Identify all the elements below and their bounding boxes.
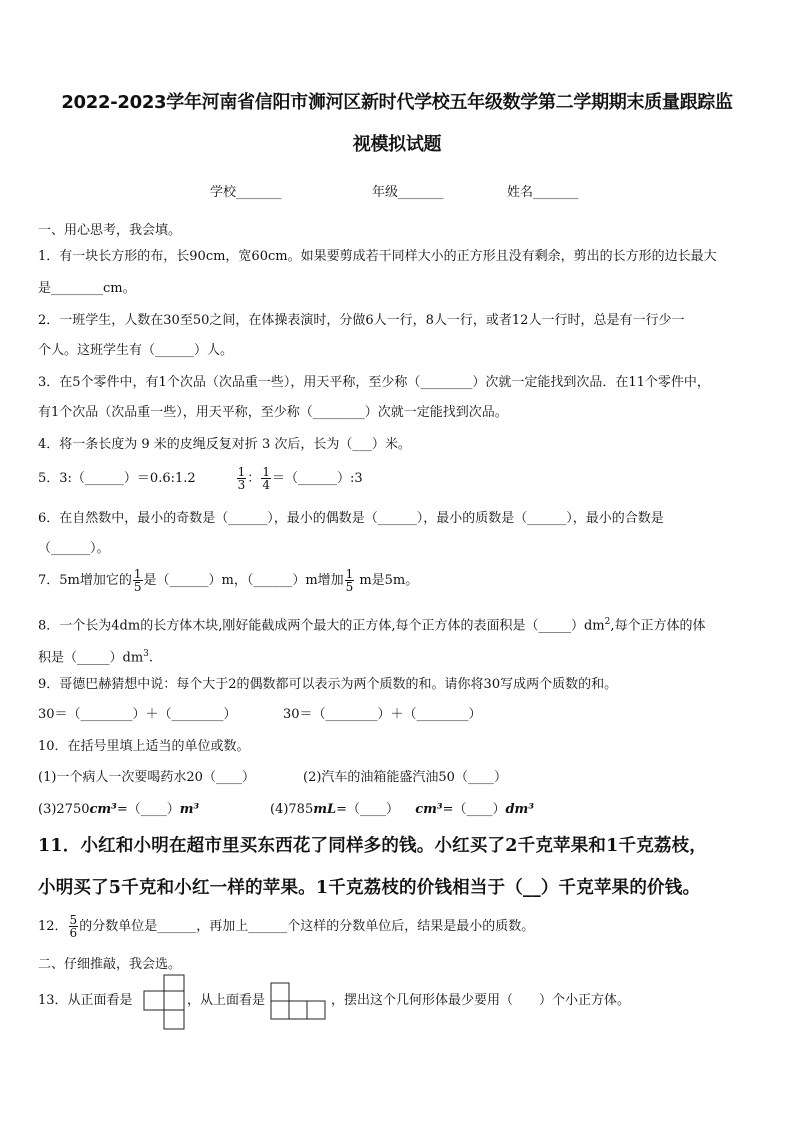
top-view-cell <box>271 983 289 1001</box>
q10-item4 <box>270 801 534 819</box>
q1-line1: 1．有一块长方形的布，长90cm，宽60cm。如果要剪成若干同样大小的正方形且没有剩余，剪出的长方形的边长最大 <box>38 249 717 264</box>
q8-sup-2: 2 <box>604 617 611 627</box>
q10-item3-b: =（____） <box>116 802 180 817</box>
q5-left: 5．3:（______）＝0.6:1.2 <box>38 470 196 486</box>
q5-f1-den: 3 <box>237 478 246 492</box>
top-view-cell <box>289 1001 307 1019</box>
q13-part1: 13．从正面看是 <box>38 993 133 1008</box>
q10-unit-ml: mL <box>313 802 337 817</box>
front-view-cell <box>164 991 184 1010</box>
front-view-cell <box>164 975 184 991</box>
q8-line1-text: 8．一个长为4dm的长方体木块,刚好能截成两个最大的正方体,每个正方体的表面积是（_____）dm <box>38 618 605 634</box>
q7-f2-num: 1 <box>345 567 354 581</box>
q4-line: 4．将一条长度为 9 米的皮绳反复对折 3 次后，长为（___）米。 <box>38 437 411 452</box>
q5-right: ＝（______）:3 <box>271 470 363 486</box>
q10-item3-a: (3)2750 <box>38 802 90 817</box>
q7-f2-den: 5 <box>345 580 354 594</box>
q10-item1: (1)一个病人一次要喝药水20（____） <box>38 770 255 785</box>
top-view-cell <box>307 1001 325 1019</box>
q5-fraction-1 <box>237 466 247 491</box>
q7-fraction-2 <box>345 568 355 593</box>
q5-f2-den: 4 <box>262 478 270 492</box>
q8-line2-end: . <box>148 650 154 666</box>
q6-line1: 6．在自然数中，最小的奇数是（______），最小的偶数是（______），最小的质数是（______），最小的合数是 <box>38 511 664 526</box>
q10-unit-dm3: dm³ <box>505 802 535 817</box>
q7-part1: 7．5m增加它的 <box>38 572 132 588</box>
q13-part3: ，摆出这个几何形体最少要用（ ）个小正方体。 <box>331 993 631 1008</box>
school-field[interactable]: 学校_______ <box>210 185 282 200</box>
q7-f1-den: 5 <box>133 580 142 594</box>
q12-fraction <box>69 914 79 939</box>
q8-line2-text: 积是（_____）dm <box>38 650 144 666</box>
q10-unit-cm3-2: cm³ <box>415 802 443 817</box>
q5-f1-num: 1 <box>237 465 246 479</box>
q8-sup-3: 3 <box>143 649 149 659</box>
q10-item4-b: =（____） <box>336 802 400 817</box>
q10-item4-a: (4)785 <box>270 802 314 817</box>
name-field[interactable]: 姓名_______ <box>507 185 579 200</box>
q9-line1: 9．哥德巴赫猜想中说：每个大于2的偶数都可以表示为两个质数的和。请你将30写成两个质数的和。 <box>38 677 618 692</box>
front-view-cell <box>144 991 164 1010</box>
q12-f-den: 6 <box>69 926 78 940</box>
q1-line2: 是________cm。 <box>38 281 136 296</box>
q9-eq2: 30＝（________）＋（________） <box>283 707 482 722</box>
q10-item3 <box>38 801 199 819</box>
q7-fraction-1 <box>133 568 143 593</box>
grade-field[interactable]: 年级_______ <box>372 185 444 200</box>
q8-line1 <box>38 613 705 635</box>
q2-line2: 个人。这班学生有（______）人。 <box>38 343 234 358</box>
top-view-figure <box>270 982 328 1020</box>
q12-line <box>38 914 534 939</box>
q11-line2: 小明买了5千克和小红一样的苹果。1千克荔枝的价钱相当于（__）千克苹果的价钱。 <box>38 878 701 898</box>
q10-line1: 10．在括号里填上适当的单位或数。 <box>38 739 250 754</box>
q3-line1: 3．在5个零件中，有1个次品（次品重一些），用天平称，至少称（________）次就一定能找到次品．在11个零件中， <box>38 375 710 390</box>
q10-unit-cm3: cm³ <box>89 802 117 817</box>
q12-part2: 的分数单位是______，再加上______个这样的分数单位后，结果是最小的质数。 <box>79 918 535 934</box>
q6-line2: （______）。 <box>38 541 110 556</box>
q7-part3: m是5m。 <box>359 572 419 588</box>
q13-part2: ，从上面看是 <box>187 993 266 1008</box>
q2-line1: 2．一班学生，人数在30至50之间，在体操表演时，分做6人一行，8人一行，或者12人一行时，总是有一行少一 <box>38 313 685 328</box>
front-view-figure <box>143 974 185 1030</box>
q10-item2: (2)汽车的油箱能盛汽油50（____） <box>303 770 507 785</box>
q5-colon: ： <box>247 470 261 486</box>
q5-fraction-2 <box>261 466 271 491</box>
section-2-heading: 二、仔细推敲，我会选。 <box>38 957 182 972</box>
page-title-line1: 2022-2023学年河南省信阳市浉河区新时代学校五年级数学第二学期期末质量跟踪监 <box>61 92 733 113</box>
q7-part2: 是（______）m，（______）m增加 <box>143 572 344 588</box>
q5-f2-num: 1 <box>262 465 270 479</box>
q3-line2: 有1个次品（次品重一些），用天平称，至少称（________）次就一定能找到次品。 <box>38 405 508 420</box>
q12-part1: 12． <box>38 918 68 934</box>
q11-line1: 11．小红和小明在超市里买东西花了同样多的钱。小红买了2千克苹果和1千克荔枝， <box>38 836 708 856</box>
q10-unit-m3: m³ <box>179 802 200 817</box>
page-title-line2: 视模拟试题 <box>352 134 442 155</box>
q8-line1-end: ,每个正方体的体 <box>610 618 706 634</box>
q7-f1-num: 1 <box>133 567 142 581</box>
q10-item4-c: =（____） <box>442 802 506 817</box>
q5-line <box>38 466 363 491</box>
q8-line2 <box>38 645 153 667</box>
front-view-cell <box>164 1010 184 1029</box>
q7-line <box>38 568 418 593</box>
q12-f-num: 5 <box>69 913 78 927</box>
top-view-cell <box>271 1001 289 1019</box>
q9-eq1: 30＝（________）＋（________） <box>38 707 237 722</box>
section-1-heading: 一、用心思考，我会填。 <box>38 223 182 238</box>
